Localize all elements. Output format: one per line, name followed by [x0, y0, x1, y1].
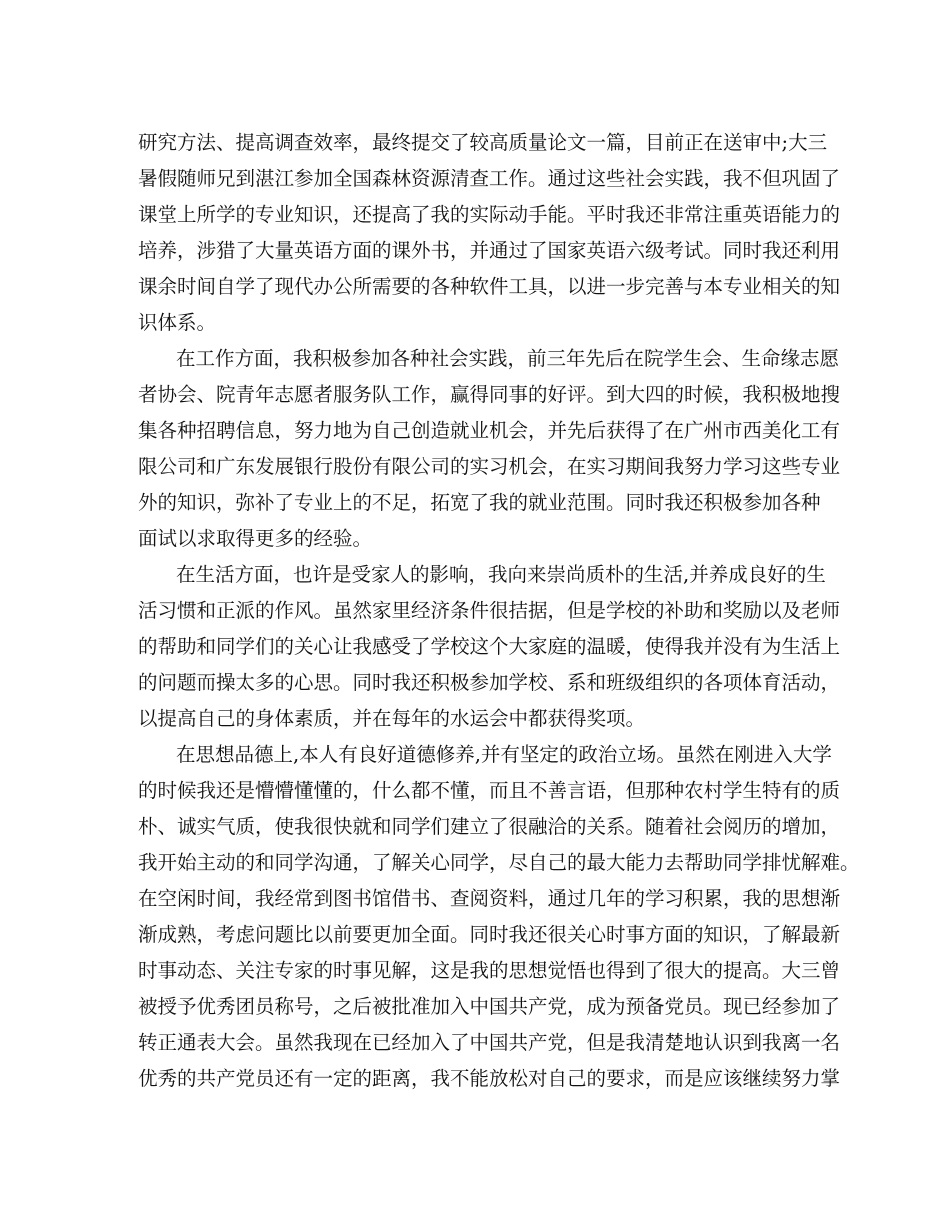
text-line: 者协会、院青年志愿者服务队工作，赢得同事的好评。到大四的时候，我积极地搜: [138, 383, 841, 406]
text-line: 以提高自己的身体素质，并在每年的水运会中都获得奖项。: [138, 707, 646, 730]
text-line: 集各种招聘信息，努力地为自己创造就业机会，并先后获得了在广州市西美化工有: [138, 419, 841, 442]
text-line: 限公司和广东发展银行股份有限公司的实习机会，在实习期间我努力学习这些专业: [138, 455, 841, 478]
text-line: 在空闲时间，我经常到图书馆借书、查阅资料，通过几年的学习积累，我的思想渐: [138, 887, 841, 910]
text-line: 的问题而操太多的心思。同时我还积极参加学校、系和班级组织的各项体育活动，: [138, 671, 841, 694]
text-line: 的时候我还是懵懵懂懂的，什么都不懂，而且不善言语，但那种农村学生特有的质: [138, 779, 841, 802]
text-line: 识体系。: [138, 311, 217, 334]
text-line: 被授予优秀团员称号，之后被批准加入中国共产党，成为预备党员。现已经参加了: [138, 995, 841, 1018]
paragraph-first-line: 在思想品德上,本人有良好道德修养,并有坚定的政治立场。虽然在刚进入大学: [176, 743, 832, 766]
text-line: 暑假随师兄到湛江参加全国森林资源清查工作。通过这些社会实践，我不但巩固了: [138, 167, 841, 190]
text-line: 优秀的共产党员还有一定的距离，我不能放松对自己的要求，而是应该继续努力掌: [138, 1067, 841, 1090]
paragraph-first-line: 在工作方面，我积极参加各种社会实践，前三年先后在院学生会、生命缘志愿: [176, 347, 840, 370]
text-line: 我开始主动的和同学沟通，了解关心同学，尽自己的最大能力去帮助同学排忧解难。: [138, 851, 860, 874]
text-line: 活习惯和正派的作风。虽然家里经济条件很拮据，但是学校的补助和奖励以及老师: [138, 599, 841, 622]
text-line: 研究方法、提高调查效率，最终提交了较高质量论文一篇，目前正在送审中;大三: [138, 131, 828, 154]
text-line: 培养，涉猎了大量英语方面的课外书，并通过了国家英语六级考试。同时我还利用: [138, 239, 841, 262]
text-line: 面试以求取得更多的经验。: [138, 527, 373, 550]
text-line: 转正通表大会。虽然我现在已经加入了中国共产党，但是我清楚地认识到我离一名: [138, 1031, 841, 1054]
text-line: 外的知识，弥补了专业上的不足，拓宽了我的就业范围。同时我还积极参加各种: [138, 491, 821, 514]
text-line: 朴、诚实气质，使我很快就和同学们建立了很融洽的关系。随着社会阅历的增加，: [138, 815, 841, 838]
text-line: 的帮助和同学们的关心让我感受了学校这个大家庭的温暖，使得我并没有为生活上: [138, 635, 841, 658]
text-line: 渐成熟，考虑问题比以前要更加全面。同时我还很关心时事方面的知识，了解最新: [138, 923, 841, 946]
text-line: 时事动态、关注专家的时事见解，这是我的思想觉悟也得到了很大的提高。大三曾: [138, 959, 841, 982]
text-line: 课堂上所学的专业知识，还提高了我的实际动手能。平时我还非常注重英语能力的: [138, 203, 841, 226]
text-line: 课余时间自学了现代办公所需要的各种软件工具，以进一步完善与本专业相关的知: [138, 275, 841, 298]
paragraph-first-line: 在生活方面，也许是受家人的影响，我向来崇尚质朴的生活,并养成良好的生: [176, 563, 826, 586]
